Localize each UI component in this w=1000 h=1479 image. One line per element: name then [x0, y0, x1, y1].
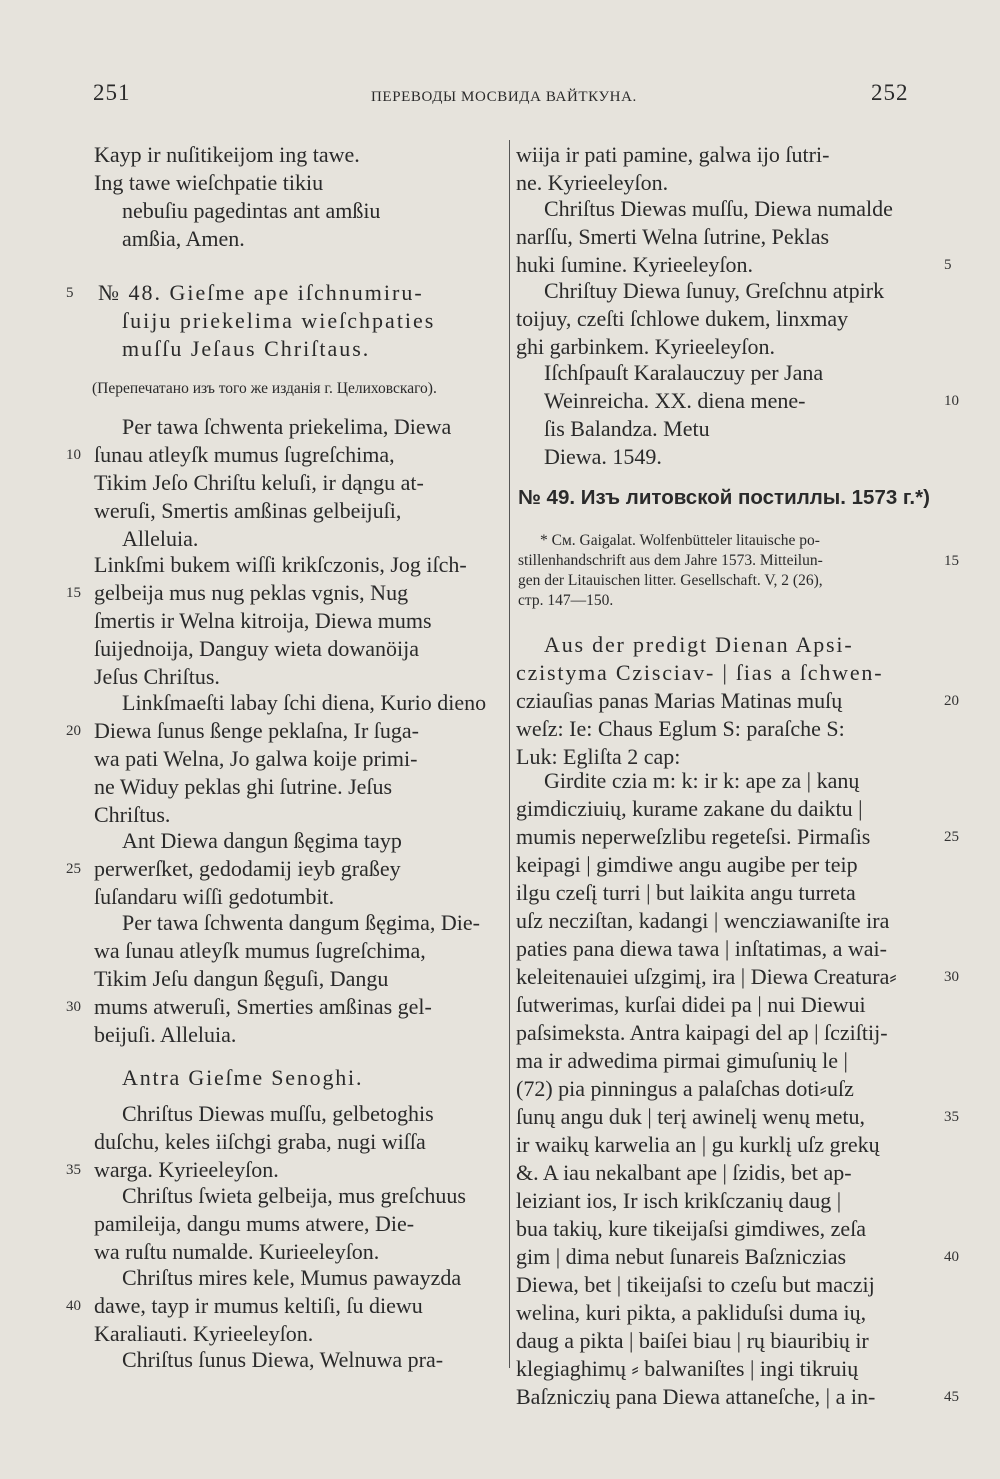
left-column-line: Linkſmi bukem wiſſi krikſczonis, Jog iſch- [94, 552, 467, 577]
right-column-line: gimdicziuių, kurame zakane du daiktu | [516, 796, 863, 821]
left-column-line: Chriſtus Diewas muſſu, gelbetoghis [122, 1101, 434, 1126]
left-column-line: mums atweruſi, Smerties amßinas gel- [94, 994, 432, 1019]
right-column-line: № 49. Изъ литовской постиллы. 1573 г.*) [518, 486, 930, 509]
left-column-line: Chriſtus ſunus Diewa, Welnuwa pra- [122, 1347, 444, 1372]
right-column-line: Weinreicha. XX. diena mene- [544, 388, 806, 413]
right-column-line: gim | dima nebut ſunareis Baſzniczias [516, 1244, 847, 1269]
left-column-line: Jeſus Chriſtus. [94, 664, 220, 689]
right-column-line: ſutwerimas, kurſai didei pa | nui Diewui [516, 992, 866, 1017]
left-column-line: Ing tawe wieſchpatie tikiu [94, 170, 324, 195]
line-number: 40 [944, 1249, 959, 1265]
left-column-line: gelbeija mus nug peklas vgnis, Nug [94, 580, 409, 605]
left-column-line: Linkſmaeſti labay ſchi diena, Kurio dieno [122, 690, 487, 715]
right-column-line: ma ir adwedima pirmai gimuſunių le | [516, 1048, 848, 1073]
left-column-line: ſmertis ir Welna kitroija, Diewa mums [94, 608, 432, 633]
left-column-line: Kayp ir nuſitikeijom ing tawe. [94, 142, 360, 167]
left-column-line: warga. Kyrieeleyſon. [94, 1157, 279, 1182]
line-number: 5 [66, 285, 74, 301]
page-number-right: 252 [871, 80, 909, 105]
right-column-line: keleitenauiei uſzgimį, ira | Diewa Creatura⸗ [516, 964, 897, 989]
left-column-line: Karaliauti. Kyrieeleyſon. [94, 1321, 314, 1346]
left-column-line: Antra Gieſme Senoghi. [122, 1065, 364, 1090]
left-column-line: Chriſtus ſwieta gelbeija, mus greſchuus [122, 1183, 466, 1208]
left-column-line: ne Widuy peklas ghi ſutrine. Jeſus [94, 774, 393, 799]
running-title: ПЕРЕВОДЫ МОСВИДА ВАЙТКУНА. [371, 89, 637, 105]
left-column-line: wa ruſtu numalde. Kurieeleyſon. [94, 1239, 380, 1264]
right-column-line: * См. Gaigalat. Wolfenbütteler litauische po- [540, 532, 820, 549]
right-column-line: gen der Litauischen litter. Gesellschaft. V, 2 (26), [518, 572, 823, 589]
right-column-line: (72) pia pinningus a palaſchas doti⸗uſz [516, 1076, 854, 1101]
line-number: 15 [944, 553, 959, 569]
right-column-line: Diewa. 1549. [544, 444, 662, 469]
line-number: 25 [66, 861, 81, 877]
left-column-line: pamileija, dangu mums atwere, Die- [94, 1211, 415, 1236]
right-column-line: paſsimeksta. Antra kaipagi del ap | ſcziſtij- [516, 1020, 888, 1045]
left-column-line: nebuſiu pagedintas ant amßiu [122, 198, 381, 223]
line-number: 25 [944, 829, 959, 845]
line-number: 20 [944, 693, 959, 709]
right-column-line: ghi garbinkem. Kyrieeleyſon. [516, 334, 776, 359]
right-column-line: keipagi | gimdiwe angu augibe per teip [516, 852, 858, 877]
left-column-line: Chriſtus. [94, 802, 171, 827]
right-column-line: cziauſias panas Marias Matinas muſų [516, 688, 843, 713]
right-column-line: bua takių, kure tikeijaſsi gimdiwes, zeſa [516, 1216, 867, 1241]
line-number: 45 [944, 1389, 959, 1405]
page-header [0, 80, 1000, 116]
left-column-line: Per tawa ſchwenta priekelima, Diewa [122, 414, 452, 439]
left-column-line: amßia, Amen. [122, 226, 245, 251]
left-column-line: Tikim Jeſu dangun ßęguſi, Dangu [94, 966, 389, 991]
right-column-line: Luk: Egliſta 2 cap: [516, 744, 681, 769]
right-column-line: mumis neperweſzlibu regeteſsi. Pirmaſis [516, 824, 871, 849]
right-column-line: стр. 147—150. [518, 592, 614, 609]
right-column-line: Chriſtuy Diewa ſunuy, Greſchnu atpirk [544, 278, 885, 303]
right-column-line: Iſchſpauſt Karalauczuy per Jana [544, 360, 824, 385]
line-number: 20 [66, 723, 81, 739]
line-number: 30 [66, 999, 81, 1015]
left-column-line: № 48. Gieſme ape iſchnumiru- [98, 280, 424, 305]
right-column-line: ilgu czeſį turri | but laikita angu turreta [516, 880, 856, 905]
left-column-line: weruſi, Smertis amßinas gelbeijuſi, [94, 498, 402, 523]
right-column-line: daug a pikta | baiſei biau | rų biauribių ir [516, 1328, 869, 1353]
right-column-line: narſſu, Smerti Welna ſutrine, Peklas [516, 224, 830, 249]
right-column-line: Diewa, bet | tikeijaſsi to czeſu but maczij [516, 1272, 875, 1297]
right-column-line: paties pana diewa tawa | inſtatimas, a wai- [516, 936, 887, 961]
left-column-line: ſuijednoija, Danguy wieta dowanöija [94, 636, 420, 661]
line-number: 5 [944, 257, 952, 273]
line-number: 10 [944, 393, 959, 409]
right-column-line: welina, kuri pikta, a pakliduſsi duma ių, [516, 1300, 867, 1325]
right-column-line: weſz: Ie: Chaus Eglum S: paraſche S: [516, 716, 845, 741]
left-column-line: wa pati Welna, Jo galwa koije primi- [94, 746, 418, 771]
line-number: 30 [944, 969, 959, 985]
right-column-line: ne. Kyrieeleyſon. [516, 170, 669, 195]
left-column-line: Per tawa ſchwenta dangum ßęgima, Die- [122, 910, 480, 935]
right-column-line: wiija ir pati pamine, galwa ijo ſutri- [516, 142, 830, 167]
left-column-line: Alleluia. [122, 526, 199, 551]
line-number: 35 [944, 1109, 959, 1125]
column-divider [509, 140, 510, 1368]
right-column-line: Chriſtus Diewas muſſu, Diewa numalde [544, 196, 893, 221]
right-column-line: czistyma Czisciav- | ſias a ſchwen- [516, 660, 884, 685]
left-column-line: dawe, tayp ir mumus keltiſi, ſu diewu [94, 1293, 423, 1318]
left-column-line: perwerſket, gedodamij ieyb graßey [94, 856, 401, 881]
left-column-line: Diewa ſunus ßenge peklaſna, Ir ſuga- [94, 718, 419, 743]
left-column-line: (Перепечатано изъ того же изданія г. Целиховскаго). [92, 380, 437, 397]
right-column-line: ſunų angu duk | terį awinelį wenų metu, [516, 1104, 865, 1129]
left-column-line: ſuſandaru wiſſi gedotumbit. [94, 884, 335, 909]
left-column-line: Ant Diewa dangun ßęgima tayp [122, 828, 402, 853]
left-column-line: wa ſunau atleyſk mumus ſugreſchima, [94, 938, 426, 963]
right-column-line: leiziant ios, Ir isch krikſczanių daug | [516, 1188, 842, 1213]
right-column-line: Baſzniczių pana Diewa attaneſche, | a in- [516, 1384, 876, 1409]
left-column-line: ſuiju priekelima wieſchpaties [122, 308, 436, 333]
right-column-line: uſz necziſtan, kadangi | wencziawaniſte ira [516, 908, 890, 933]
line-number: 35 [66, 1162, 81, 1178]
right-column-line: stillenhandschrift aus dem Jahre 1573. Mitteilun- [518, 552, 823, 569]
left-column-line: duſchu, keles iiſchgi graba, nugi wiſſa [94, 1129, 426, 1154]
left-column-line: Chriſtus mires kele, Mumus pawayzda [122, 1265, 462, 1290]
right-column-line: Girdite czia m: k: ir k: ape za | kanų [544, 768, 860, 793]
left-column-line: beijuſi. Alleluia. [94, 1022, 237, 1047]
page-number-left: 251 [93, 80, 131, 105]
line-number: 15 [66, 585, 81, 601]
left-column-line: ſunau atleyſk mumus ſugreſchima, [94, 442, 395, 467]
line-number: 40 [66, 1298, 81, 1314]
right-column-line: ſis Balandza. Metu [544, 416, 710, 441]
left-column-line: Tikim Jeſo Chriſtu keluſi, ir dąngu at- [94, 470, 424, 495]
right-column-line: klegiaghimų ⸗ balwaniſtes | ingi tikruių [516, 1356, 859, 1381]
left-column-line: muſſu Jeſaus Chriſtaus. [122, 336, 371, 361]
right-column-line: &. A iau nekalbant ape | ſzidis, bet ap- [516, 1160, 852, 1185]
right-column-line: toijuy, czeſti ſchlowe dukem, linxmay [516, 306, 849, 331]
right-column-line: Aus der predigt Dienan Apsi- [544, 632, 854, 657]
right-column-line: huki ſumine. Kyrieeleyſon. [516, 252, 754, 277]
line-number: 10 [66, 447, 81, 463]
right-column-line: ir waikų karwelia an | gu kurklį uſz grekų [516, 1132, 880, 1157]
